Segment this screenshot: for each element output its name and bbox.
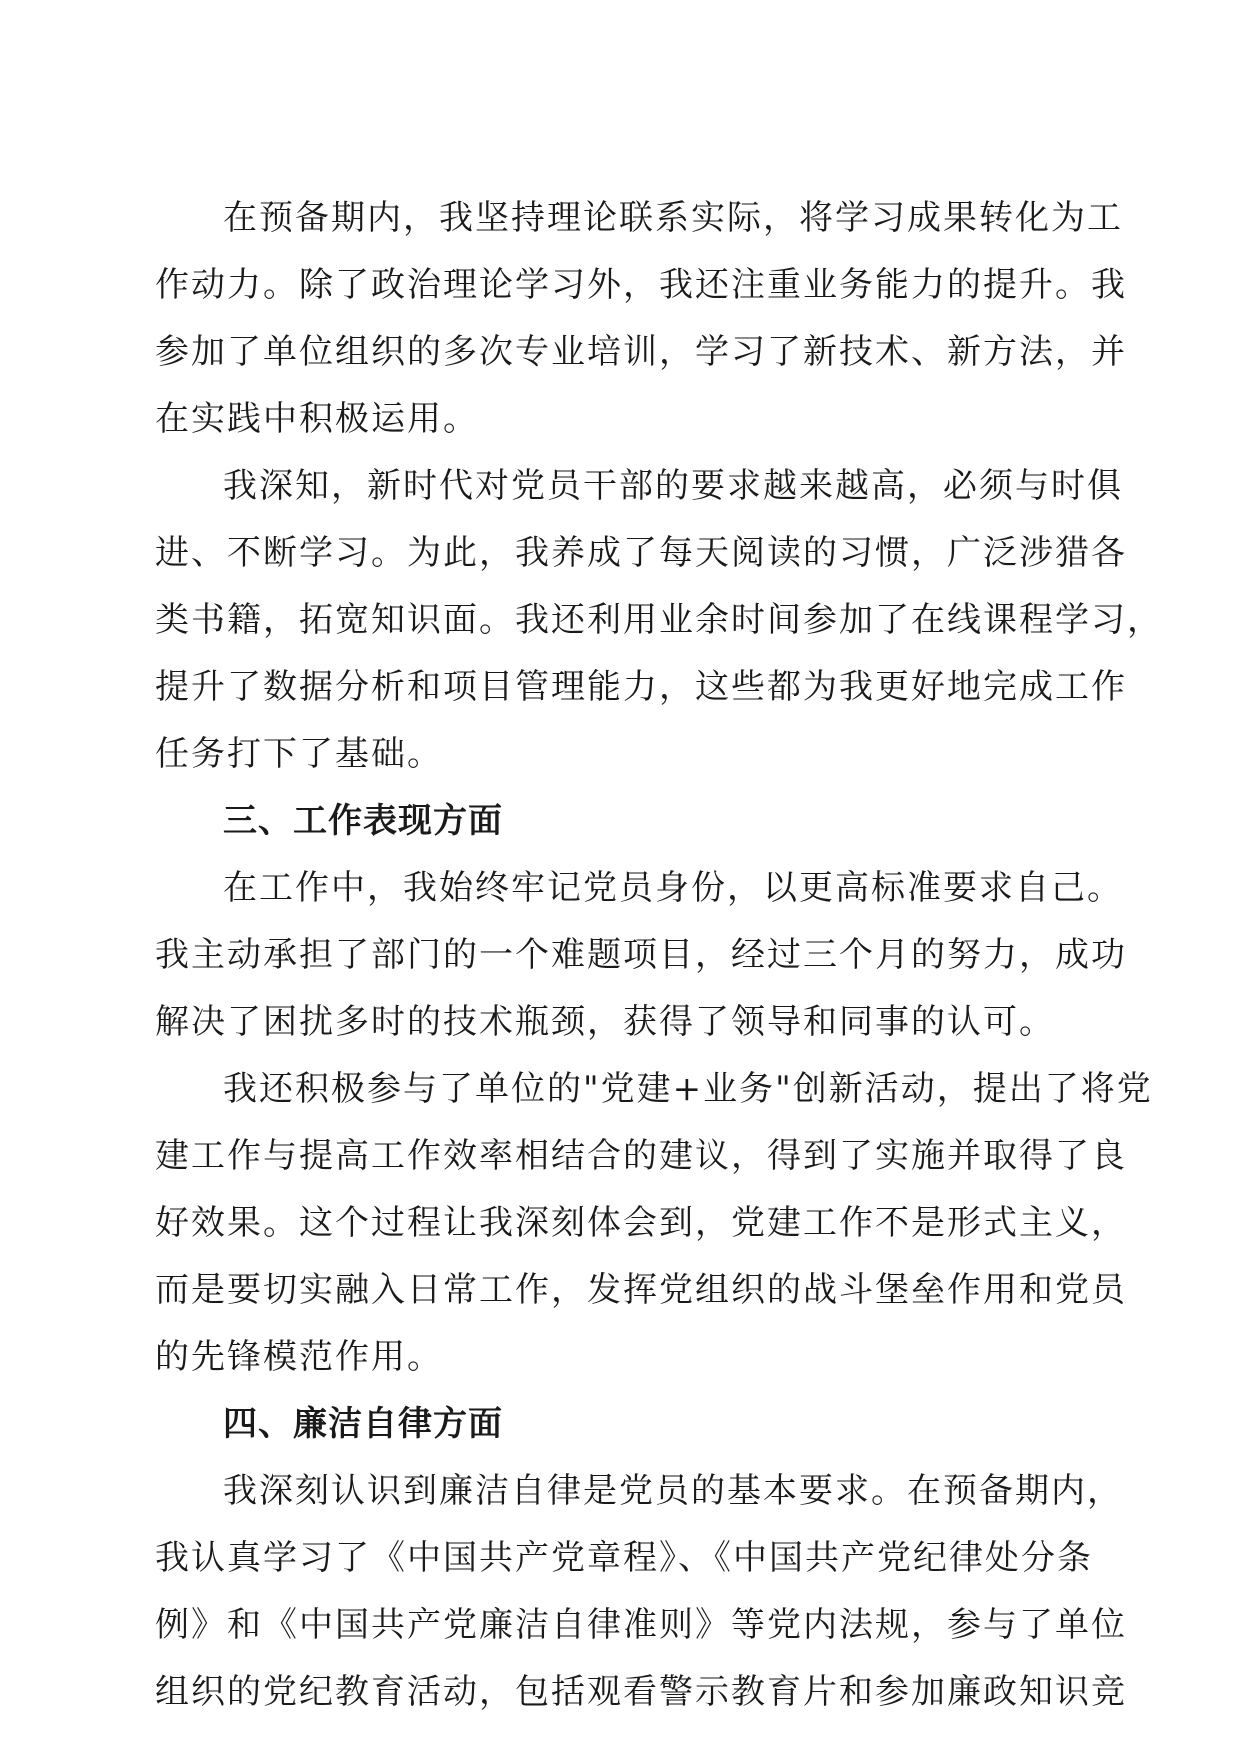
paragraph-line: 解决了困扰多时的技术瓶颈，获得了领导和同事的认可。 (155, 1002, 1055, 1042)
paragraph-line: 我主动承担了部门的一个难题项目，经过三个月的努力，成功 (155, 935, 1127, 975)
paragraph-line: 提升了数据分析和项目管理能力，这些都为我更好地完成工作 (155, 667, 1127, 707)
paragraph-line: 我深刻认识到廉洁自律是党员的基本要求。在预备期内， (223, 1471, 1123, 1511)
paragraph-line: 我深知，新时代对党员干部的要求越来越高，必须与时俱 (223, 466, 1123, 506)
paragraph-line: 作动力。除了政治理论学习外，我还注重业务能力的提升。我 (155, 265, 1127, 305)
paragraph-line: 参加了单位组织的多次专业培训，学习了新技术、新方法，并 (155, 332, 1127, 372)
paragraph-line: 在实践中积极运用。 (155, 399, 479, 439)
paragraph-line: 建工作与提高工作效率相结合的建议，得到了实施并取得了良 (155, 1136, 1127, 1176)
section-heading-integrity: 四、廉洁自律方面 (223, 1404, 503, 1444)
paragraph-line: 任务打下了基础。 (155, 734, 443, 774)
paragraph-line: 例》和《中国共产党廉洁自律准则》等党内法规，参与了单位 (155, 1605, 1127, 1645)
paragraph-line: 在预备期内，我坚持理论联系实际，将学习成果转化为工 (223, 198, 1123, 238)
paragraph-line: 我认真学习了《中国共产党章程》、《中国共产党纪律处分条 (155, 1538, 1093, 1578)
section-heading-work-performance: 三、工作表现方面 (223, 801, 503, 841)
paragraph-line: 在工作中，我始终牢记党员身份，以更高标准要求自己。 (223, 868, 1123, 908)
paragraph-line: 组织的党纪教育活动，包括观看警示教育片和参加廉政知识竞 (155, 1672, 1127, 1712)
paragraph-line: 进、不断学习。为此，我养成了每天阅读的习惯，广泛涉猎各 (155, 533, 1127, 573)
paragraph-line: 好效果。这个过程让我深刻体会到，党建工作不是形式主义， (155, 1203, 1127, 1243)
paragraph-line: 的先锋模范作用。 (155, 1337, 443, 1377)
paragraph-line: 我还积极参与了单位的"党建+业务"创新活动，提出了将党 (223, 1069, 1153, 1109)
document-page (155, 185, 1163, 1726)
paragraph-line: 而是要切实融入日常工作，发挥党组织的战斗堡垒作用和党员 (155, 1270, 1127, 1310)
paragraph-line: 类书籍，拓宽知识面。我还利用业余时间参加了在线课程学习， (155, 600, 1163, 640)
